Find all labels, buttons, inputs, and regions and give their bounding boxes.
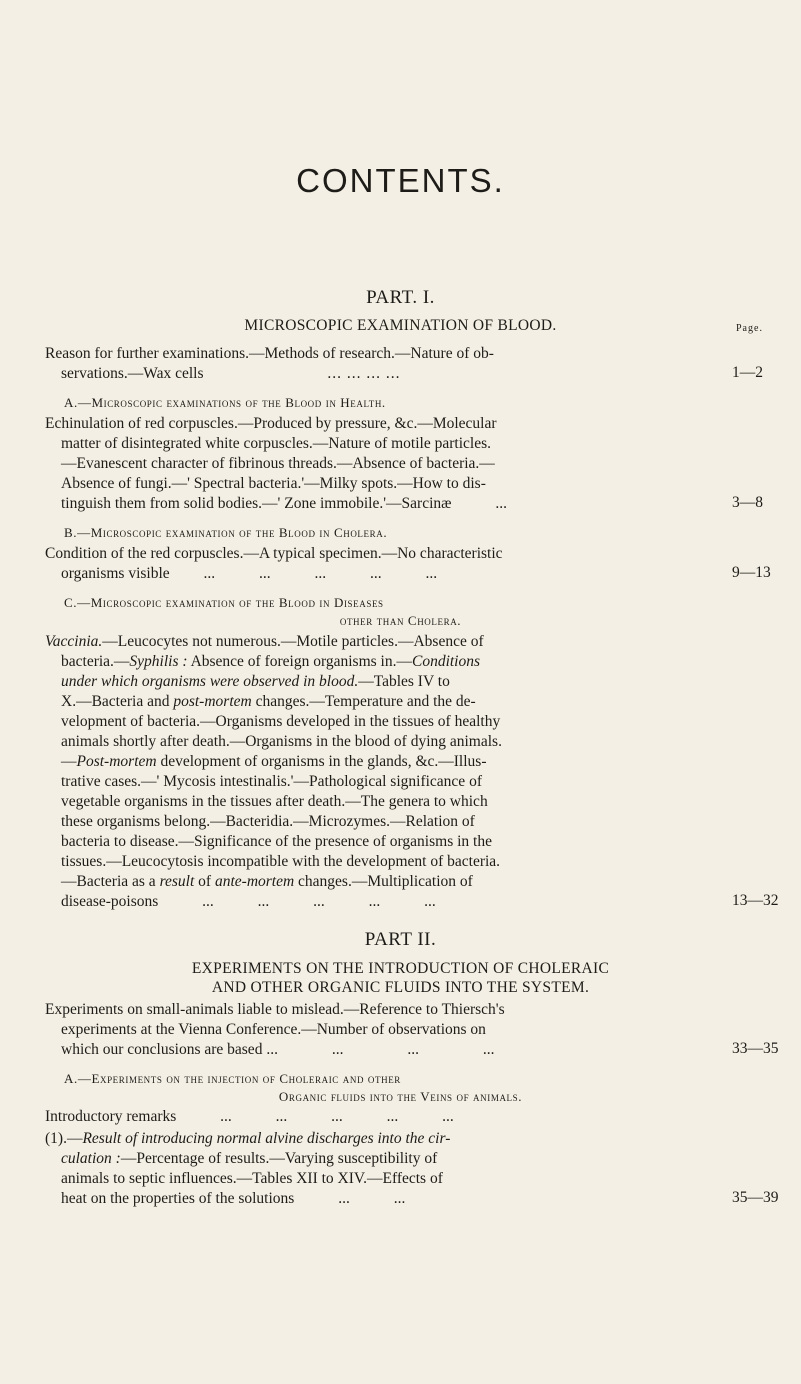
entry-text: heat on the properties of the solutions <box>61 1190 295 1207</box>
entry-line <box>45 632 725 652</box>
entry-text: X.—Bacteria and <box>61 693 174 710</box>
entry-text: of <box>194 873 215 890</box>
entry-italic: post-mortem <box>173 693 252 710</box>
page-ref: 1—2 <box>732 364 763 381</box>
entry-line: Absence of fungi.—' Spectral bacteria.'—Milky spots.—How to dis- <box>61 475 486 492</box>
entry-text: development of organisms in the glands, &c.—Illus- <box>156 753 487 770</box>
entry-line <box>45 1189 725 1209</box>
entry-italic: Conditions <box>411 653 481 670</box>
entry-line <box>45 1129 725 1149</box>
section-a-heading: A.—Microscopic examinations of the Blood in Health. <box>64 395 386 410</box>
part-2-subtitle-cont: AND OTHER ORGANIC FLUIDS INTO THE SYSTEM. <box>211 979 590 996</box>
entry-italic: Syphilis : <box>129 653 188 670</box>
page-ref: 35—39 <box>732 1189 779 1206</box>
entry-text: servations.—Wax cells <box>61 365 204 382</box>
entry-line <box>45 872 725 892</box>
page-ref: 9—13 <box>732 564 771 581</box>
leader-dots: ... ... ... ... ... <box>202 893 436 910</box>
part-1-entry-intro <box>45 344 725 384</box>
entry-italic: Post-mortem <box>76 753 157 770</box>
entry-line: animals to septic influences.—Tables XII to XIV.—Effects of <box>61 1170 443 1187</box>
leader-dots: ... ... ... ... ... <box>220 1108 454 1125</box>
entry-text: changes.—Temperature and the de- <box>251 693 476 710</box>
item-1-entry <box>45 1129 725 1209</box>
leader-dots: ... <box>495 495 507 512</box>
entry-line: —Evanescent character of fibrinous threads.—Absence of bacteria.— <box>61 455 495 472</box>
entry-line <box>45 1149 725 1169</box>
entry-text: disease-poisons <box>61 893 159 910</box>
entry-text: Introductory remarks <box>45 1108 177 1125</box>
part-2-section-a-heading: A.—Experiments on the injection of Choleraic and other <box>64 1071 401 1086</box>
entry-line: Echinulation of red corpuscles.—Produced by pressure, &c.—Molecular <box>45 415 497 432</box>
entry-italic: Result of introducing normal alvine discharges into the cir- <box>82 1130 451 1147</box>
page-column-heading: Page. <box>736 323 763 334</box>
entry-line: animals shortly after death.—Organisms in the blood of dying animals. <box>61 733 502 750</box>
entry-italic: result <box>159 873 195 890</box>
leader-dots: ... ... <box>338 1190 406 1207</box>
section-b-heading: B.—Microscopic examination of the Blood in Cholera. <box>64 525 388 540</box>
entry-line <box>45 494 725 514</box>
entry-line: Reason for further examinations.—Methods of research.—Nature of ob- <box>45 345 494 362</box>
part-1-heading: PART. I. <box>366 287 435 308</box>
page-title: CONTENTS. <box>296 162 505 199</box>
part-2-heading: PART II. <box>364 929 437 950</box>
entry-line: tissues.—Leucocytosis incompatible with the development of bacteria. <box>61 853 501 870</box>
part-2-entry-intro <box>45 1000 725 1060</box>
part-1-subtitle: MICROSCOPIC EXAMINATION OF BLOOD. <box>244 317 557 334</box>
entry-text: Absence of foreign organisms in.— <box>187 653 412 670</box>
entry-line <box>45 692 725 712</box>
entry-text: (1).— <box>45 1130 83 1147</box>
entry-text: —Leucocytes not numerous.—Motile particles.—Absence of <box>102 633 484 650</box>
entry-line: matter of disintegrated white corpuscles.—Nature of motile particles. <box>61 435 491 452</box>
leader-dots: ... ... ... ... ... <box>203 565 438 582</box>
entry-line: velopment of bacteria.—Organisms developed in the tissues of healthy <box>61 713 501 730</box>
part-2-subtitle: EXPERIMENTS ON THE INTRODUCTION OF CHOLERAIC <box>191 960 610 977</box>
entry-italic: under which organisms were observed in blood. <box>61 673 359 690</box>
entry-italic: ante-mortem <box>214 873 295 890</box>
entry-line: these organisms belong.—Bacteridia.—Microzymes.—Relation of <box>61 813 475 830</box>
section-b-entry <box>45 544 725 584</box>
section-c-entry <box>45 632 725 912</box>
entry-line <box>45 892 725 912</box>
entry-line: bacteria to disease.—Significance of the presence of organisms in the <box>61 833 492 850</box>
entry-text: tinguish them from solid bodies.—' Zone immobile.'—Sarcinæ <box>61 495 452 512</box>
entry-line: trative cases.—' Mycosis intestinalis.'—Pathological significance of <box>61 773 482 790</box>
entry-line <box>45 564 725 584</box>
entry-text: bacteria.— <box>61 653 130 670</box>
leader-dots: ... ... ... ... <box>327 365 401 382</box>
entry-text: — <box>61 753 77 770</box>
entry-text: —Bacteria as a <box>61 873 160 890</box>
page-ref: 33—35 <box>732 1040 779 1057</box>
entry-line <box>45 364 725 384</box>
entry-line <box>45 752 725 772</box>
section-c-heading: C.—Microscopic examination of the Blood in Diseases <box>64 595 384 610</box>
section-a-entry <box>45 414 725 514</box>
leader-dots: ... ... ... <box>331 1041 495 1058</box>
entry-line: Experiments on small-animals liable to mislead.—Reference to Thiersch's <box>45 1001 505 1018</box>
entry-text: —Tables IV to <box>358 673 450 690</box>
entry-text: organisms visible <box>61 565 170 582</box>
introductory-remarks-line <box>45 1108 454 1126</box>
entry-italic: Vaccinia. <box>45 633 103 650</box>
entry-italic: culation : <box>61 1150 121 1167</box>
section-c-heading-cont: other than Cholera. <box>339 613 462 628</box>
entry-line: experiments at the Vienna Conference.—Number of observations on <box>61 1021 486 1038</box>
entry-line: Condition of the red corpuscles.—A typical specimen.—No characteristic <box>45 545 503 562</box>
entry-line <box>45 652 725 672</box>
entry-text: —Percentage of results.—Varying susceptibility of <box>120 1150 438 1167</box>
entry-line <box>45 672 725 692</box>
page-ref: 3—8 <box>732 494 763 511</box>
page-ref: 13—32 <box>732 892 779 909</box>
entry-line <box>45 1040 725 1060</box>
entry-line: vegetable organisms in the tissues after death.—The genera to which <box>61 793 488 810</box>
entry-text: which our conclusions are based ... <box>61 1041 278 1058</box>
part-2-section-a-heading-cont: Organic fluids into the Veins of animals. <box>278 1089 523 1104</box>
entry-text: changes.—Multiplication of <box>294 873 473 890</box>
